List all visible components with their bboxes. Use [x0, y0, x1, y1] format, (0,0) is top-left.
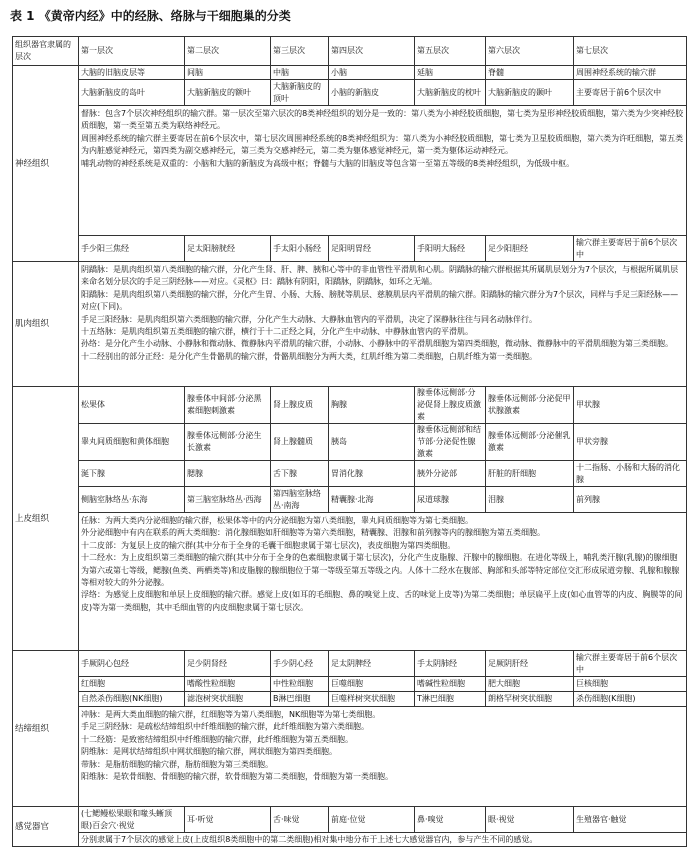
- table-cell: 胸腺: [329, 387, 415, 424]
- table-cell: (七鳃鳗松果眼和喙头蜥顶眼)百会穴·视觉: [79, 807, 185, 833]
- table-cell: 腺垂体远侧部和结节部·分泌促性腺激素: [415, 424, 486, 461]
- table-cell: 睾丸间质细胞和黄体细胞: [79, 424, 185, 461]
- header-cell: 第三层次: [271, 37, 329, 66]
- table-cell: 足少阴肾经: [185, 651, 271, 677]
- table-cell: 足阳明胃经: [329, 236, 415, 262]
- table-cell: 朗格罕树突状细胞: [486, 692, 574, 707]
- table-cell: 大脑新脑皮的额叶: [185, 80, 271, 106]
- header-row: [13, 37, 687, 66]
- table-cell: 自然杀伤细胞(NK细胞): [79, 692, 185, 707]
- table-cell: 泪腺: [486, 487, 574, 513]
- table-cell: 滤泡树突状细胞: [185, 692, 271, 707]
- table-cell: 输穴群主要寄居于前6个层次中: [574, 651, 687, 677]
- table-row: [13, 487, 687, 513]
- table-cell: 腮腺: [185, 461, 271, 487]
- note-paragraph: 手足三阳经脉：是肌肉组织第六类细胞的输穴群，分化产生大动脉、大静脉血管内的平滑肌，决定了深静脉往往与同名动脉伴行。: [81, 314, 537, 324]
- header-cell: 第一层次: [79, 37, 185, 66]
- table-cell: 肥大细胞: [486, 677, 574, 692]
- connective-notes: [79, 707, 687, 807]
- note-paragraph: 外分泌细胞中有内在联系的两大类细胞：消化腺细胞如肝细胞等为第六类细胞，精囊腺、泪腺和前列腺等内的腺细胞为第五类细胞。: [81, 528, 545, 538]
- table-cell: B淋巴细胞: [271, 692, 329, 707]
- table-cell: 腺垂体远侧部·分泌生长激素: [185, 424, 271, 461]
- note-paragraph: 督脉：包含7个层次神经组织的输穴群。第一层次至第六层次的8类神经组织的划分是一致的：第八类为小神经胶质细胞，第七类为星形神经胶质细胞，第六类为少突神经胶质细胞，第一类至第五类为联络神经元。: [81, 109, 684, 131]
- table-cell: 舌·味觉: [271, 807, 329, 833]
- table-cell: 胃消化腺: [329, 461, 415, 487]
- table-cell: 生殖器官·触觉: [574, 807, 687, 833]
- table-cell: 鼻·嗅觉: [415, 807, 486, 833]
- table-row: [13, 106, 687, 236]
- table-cell: 足厥阴肝经: [486, 651, 574, 677]
- muscle-notes: [79, 262, 687, 387]
- table-cell: 大脑新脑皮的枕叶: [415, 80, 486, 106]
- table-cell: 大脑新脑皮的岛叶: [79, 80, 185, 106]
- category-connective: 结缔组织: [13, 651, 79, 807]
- table-cell: 嗜酸性粒细胞: [185, 677, 271, 692]
- header-cell: 组织器官隶属的层次: [13, 37, 79, 66]
- table-cell: 肾上腺髓质: [271, 424, 329, 461]
- table-cell: 侧脑室脉络丛·东海: [79, 487, 185, 513]
- note-paragraph: 浮络：为感觉上皮细胞和单层上皮细胞的输穴群。感觉上皮(如耳的毛细胞、鼻的嗅觉上皮、舌的味觉上皮等)为第二类细胞；单层扁平上皮(如心血管等的内皮、胸膜等的间皮)等为第一类细胞，其中毛细血管的内皮细胞隶属于第七层次。: [81, 590, 683, 612]
- table-row: [13, 80, 687, 106]
- table-row: [13, 387, 687, 424]
- note-paragraph: 冲脉：是两大类血细胞的输穴群，红细胞等为第八类细胞，NK细胞等为第七类细胞。: [81, 710, 381, 719]
- table-row: [13, 236, 687, 262]
- table-row: [13, 513, 687, 651]
- table-cell: 主要寄居于前6个层次中: [574, 80, 687, 106]
- table-cell: 手阳明大肠经: [415, 236, 486, 262]
- category-nervous: 神经组织: [13, 66, 79, 262]
- table-cell: 足太阴脾经: [329, 651, 415, 677]
- note-paragraph: 十五络脉：是肌肉组织第五类细胞的输穴群，横行于十二正经之间，分化产生中动脉、中静脉血管内的平滑肌。: [81, 327, 473, 337]
- table-cell: 足少阳胆经: [486, 236, 574, 262]
- table-cell: 大脑新脑皮的顶叶: [271, 80, 329, 106]
- note-paragraph: 手足三阴经脉：是疏松结缔组织中纤维细胞的输穴群，此纤维细胞为第六类细胞。: [81, 722, 369, 732]
- table-cell: 肝脏的肝细胞: [486, 461, 574, 487]
- note-paragraph: 周围神经系统的输穴群主要寄居在前6个层次中，第七层次周围神经系统的8类神经组织为：第八类为小神经胶质细胞，第七类为卫星胶质细胞，第六类为许旺细胞，第五类为内脏感觉神经元，第四类为副交感神经元，第三类为交感神经元，第二类为躯体感觉神经元，第一类为躯体运动神经元。: [81, 133, 684, 156]
- table-cell: 胰外分泌部: [415, 461, 486, 487]
- table-cell: 脊髓: [486, 66, 574, 80]
- table-cell: 小脑的新脑皮: [329, 80, 415, 106]
- table-cell: 输穴群主要寄居于前6个层次中: [574, 236, 687, 262]
- table-cell: 手少阴心经: [271, 651, 329, 677]
- table-cell: 手太阴肺经: [415, 651, 486, 677]
- table-cell: 手少阳三焦经: [79, 236, 185, 262]
- note-paragraph: 十二经水：为上皮组织第三类细胞的输穴群(其中分布于全身的色素细胞隶属于第七层次)，分化产生皮脂腺、汗腺中的腺细胞。在进化等级上，哺乳类汗腺(乳腺)的腺细胞为第六或第七等级，鳃腺(鱼类、两栖类等)和皮脂腺的腺细胞位于第一等级至第五等级之内。人体十二经水在腹部、胸部和头部等特定部位交汇形成尿道旁腺、乳腺和腺腺等相对较大的外分泌腺。: [81, 553, 680, 588]
- table-row: [13, 651, 687, 677]
- note-paragraph: 阳蹻脉：是肌肉组织第八类细胞的输穴群，分化产生胃、小肠、大肠、膀胱等肌层、慈膜肌层内平滑肌的输穴群。阳蹻脉的输穴群分为7个层次，同样与手足三阳经脉——对应(下同)。: [81, 289, 679, 312]
- category-epithelial: 上皮组织: [13, 387, 79, 651]
- table-row: [13, 424, 687, 461]
- note-paragraph: 阴维脉：是网状结缔组织中网状细胞的输穴群，网状细胞为第四类细胞。: [81, 747, 337, 757]
- header-cell: 第六层次: [486, 37, 574, 66]
- table-cell: 腺垂体中间部·分泌黑素细胞刺激素: [185, 387, 271, 424]
- nervous-notes: [79, 106, 687, 236]
- table-cell: 手太阳小肠经: [271, 236, 329, 262]
- table-cell: 间脑: [185, 66, 271, 80]
- header-cell: 第二层次: [185, 37, 271, 66]
- epithelial-notes: [79, 513, 687, 651]
- table-row: [13, 807, 687, 833]
- table-cell: 松果体: [79, 387, 185, 424]
- table-cell: 前庭·位觉: [329, 807, 415, 833]
- note-paragraph: 阴蹻脉：是肌肉组织第八类细胞的输穴群，分化产生肾、肝、脾、胰和心等中的非血管性平滑肌和心肌。阴蹻脉的输穴群根据其所属肌层划分为7个层次，与根据所属肌层来命名划分层次的手足三阴经脉——对应。《灵枢》曰：蹻脉有阴阳，阳蹻脉，阴蹻脉，如环之无端。: [81, 265, 679, 287]
- table-cell: 巨核细胞: [574, 677, 687, 692]
- table-cell: 手厥阴心包经: [79, 651, 185, 677]
- table-cell: 甲状旁腺: [574, 424, 687, 461]
- note-paragraph: 十二经别出的部分正经：是分化产生骨骼肌的输穴群，骨骼肌细胞分为两大类，红肌纤维为第二类细胞，白肌纤维为第一类细胞。: [81, 351, 537, 361]
- table-cell: 大脑新脑皮的颞叶: [486, 80, 574, 106]
- table-cell: 腺垂体远侧部·分泌促甲状腺激素: [486, 387, 574, 424]
- table-cell: 第四脑室脉络丛·南海: [271, 487, 329, 513]
- note-paragraph: 哺乳动物的神经系统是双重的：小脑和大脑的新脑皮为高级中枢；脊髓与大脑的旧脑皮等包含第一至第五等级的8类神经组织，为低级中枢。: [81, 158, 575, 168]
- header-cell: 第七层次: [574, 37, 687, 66]
- table-cell: 舌下腺: [271, 461, 329, 487]
- note-paragraph: 十二经筋：是致密结缔组织中纤维细胞的输穴群，此纤维细胞为第五类细胞。: [81, 734, 353, 744]
- table-title: 表 1 《黄帝内经》中的经脉、络脉与干细胞巢的分类: [10, 9, 291, 23]
- table-cell: 第三脑室脉络丛·西海: [185, 487, 271, 513]
- table-cell: 腺垂体远侧部·分泌促肾上腺皮质激素: [415, 387, 486, 424]
- classification-table: [12, 36, 687, 847]
- table-cell: 巨噬样树突状细胞: [329, 692, 415, 707]
- table-cell: 腺垂体远侧部·分泌催乳激素: [486, 424, 574, 461]
- table-row: [13, 677, 687, 692]
- table-cell: 精囊腺·北海: [329, 487, 415, 513]
- table-cell: 耳·听觉: [185, 807, 271, 833]
- table-cell: 巨噬细胞: [329, 677, 415, 692]
- table-cell: 尿道球腺: [415, 487, 486, 513]
- category-muscle: 肌肉组织: [13, 262, 79, 387]
- table-cell: 嗜碱性粒细胞: [415, 677, 486, 692]
- note-paragraph: 任脉：为两大类内分泌细胞的输穴群，松果体等中的内分泌细胞为第八类细胞，睾丸间质细胞等为第七类细胞。: [81, 516, 473, 525]
- table-row: [13, 66, 687, 80]
- table-cell: 中性粒细胞: [271, 677, 329, 692]
- table-cell: 足太阳膀胱经: [185, 236, 271, 262]
- table-cell: 大脑的旧脑皮层等: [79, 66, 185, 80]
- table-row: [13, 262, 687, 387]
- table-cell: 红细胞: [79, 677, 185, 692]
- table-cell: 前列腺: [574, 487, 687, 513]
- table-row: [13, 461, 687, 487]
- table-cell: 杀伤细胞(K细胞): [574, 692, 687, 707]
- table-cell: 小脑: [329, 66, 415, 80]
- table-cell: 胰岛: [329, 424, 415, 461]
- table-cell: 肾上腺皮质: [271, 387, 329, 424]
- table-row: [13, 707, 687, 807]
- table-cell: 涎下腺: [79, 461, 185, 487]
- table-cell: 延脑: [415, 66, 486, 80]
- table-cell: 中脑: [271, 66, 329, 80]
- table-cell: 十二指肠、小肠和大肠的消化腺: [574, 461, 687, 487]
- header-cell: 第四层次: [329, 37, 415, 66]
- table-row: [13, 692, 687, 707]
- note-paragraph: 阳维脉：是软骨细胞、骨细胞的输穴群，软骨细胞为第二类细胞，骨细胞为第一类细胞。: [81, 772, 393, 782]
- table-cell: 眼·视觉: [486, 807, 574, 833]
- header-cell: 第五层次: [415, 37, 486, 66]
- note-paragraph: 十二皮部：为复层上皮的输穴群(其中分布于全身的毛囊干细胞隶属于第七层次)，表皮细胞为第四类细胞。: [81, 540, 456, 550]
- sensory-note: 分别隶属于7个层次的感觉上皮(上皮组织8类细胞中的第二类细胞)相对集中地分布于上述七大感觉器官内，参与产生不同的感觉。: [79, 833, 687, 847]
- table-row: [13, 833, 687, 847]
- table-cell: 甲状腺: [574, 387, 687, 424]
- note-paragraph: 孙络：是分化产生小动脉、小静脉和微动脉、微静脉内平滑肌的输穴群，小动脉、小静脉中的平滑肌细胞为第四类细胞，微动脉、微静脉中的平滑肌细胞为第三类细胞。: [81, 339, 673, 349]
- note-paragraph: 带脉：是脂肪细胞的输穴群，脂肪细胞为第三类细胞。: [81, 759, 273, 769]
- category-sensory: 感觉器官: [13, 807, 79, 847]
- table-cell: T淋巴细胞: [415, 692, 486, 707]
- table-cell: 周围神经系统的输穴群: [574, 66, 687, 80]
